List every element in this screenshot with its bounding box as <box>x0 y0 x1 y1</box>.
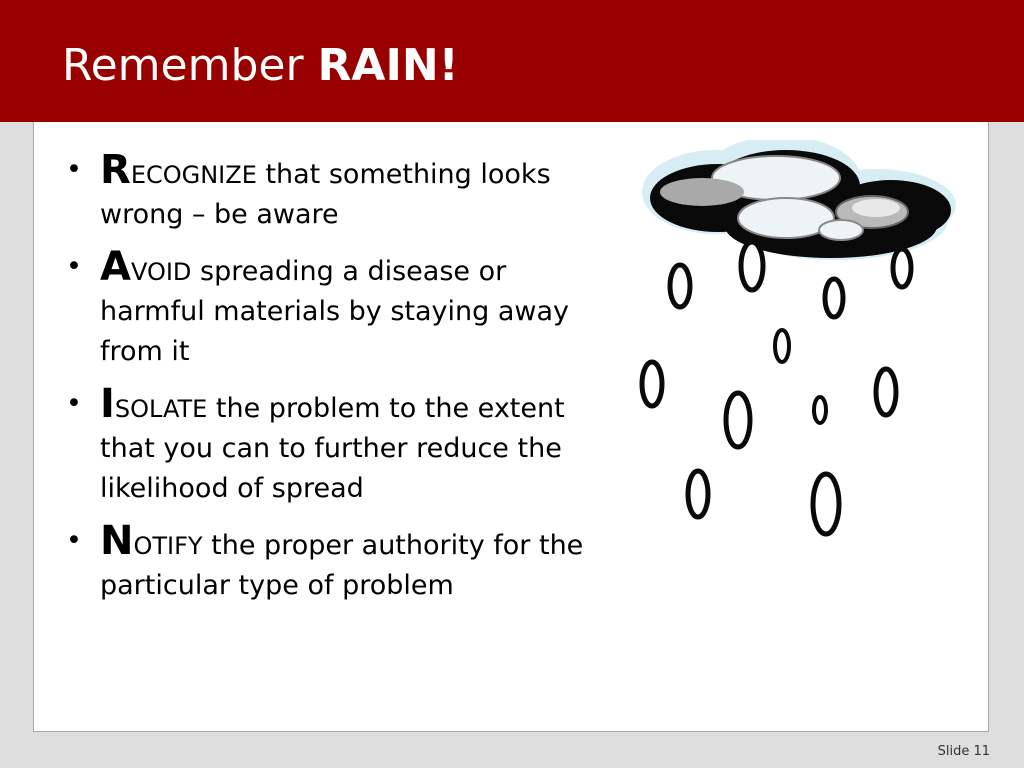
title-bar <box>0 0 1024 122</box>
bullet-item-isolate <box>66 381 606 509</box>
title-emphasis: RAIN! <box>317 40 459 91</box>
bullet-initial: N <box>100 518 134 564</box>
bullet-item-avoid <box>66 244 606 372</box>
bullet-text: that something looks wrong – be aware <box>100 159 551 230</box>
bullet-initial: A <box>100 244 131 290</box>
bullet-dot: • <box>66 388 82 419</box>
bullet-dot: • <box>66 154 82 185</box>
bullet-initial: I <box>100 381 115 427</box>
bullet-caps: SOLATE <box>114 395 208 423</box>
slide-number: Slide 11 <box>937 744 990 759</box>
bullet-dot: • <box>66 251 82 282</box>
bullet-caps: ECOGNIZE <box>130 161 257 189</box>
bullet-text: the proper authority for the particular type of problem <box>100 530 584 601</box>
bullet-caps: VOID <box>130 258 192 286</box>
bullet-dot: • <box>66 525 82 556</box>
bullet-item-recognize <box>66 147 606 235</box>
bullet-caps: OTIFY <box>133 532 203 560</box>
slide-title <box>62 36 459 96</box>
bullet-text: spreading a disease or harmful materials by staying away from it <box>100 256 569 367</box>
bullet-item-notify <box>66 518 606 606</box>
bullet-list <box>66 147 606 618</box>
rain-cloud-icon <box>636 140 966 550</box>
bullet-initial: R <box>100 147 131 193</box>
bullet-text: the problem to the extent that you can to further reduce the likelihood of spread <box>100 393 565 504</box>
title-prefix: Remember <box>62 40 318 91</box>
